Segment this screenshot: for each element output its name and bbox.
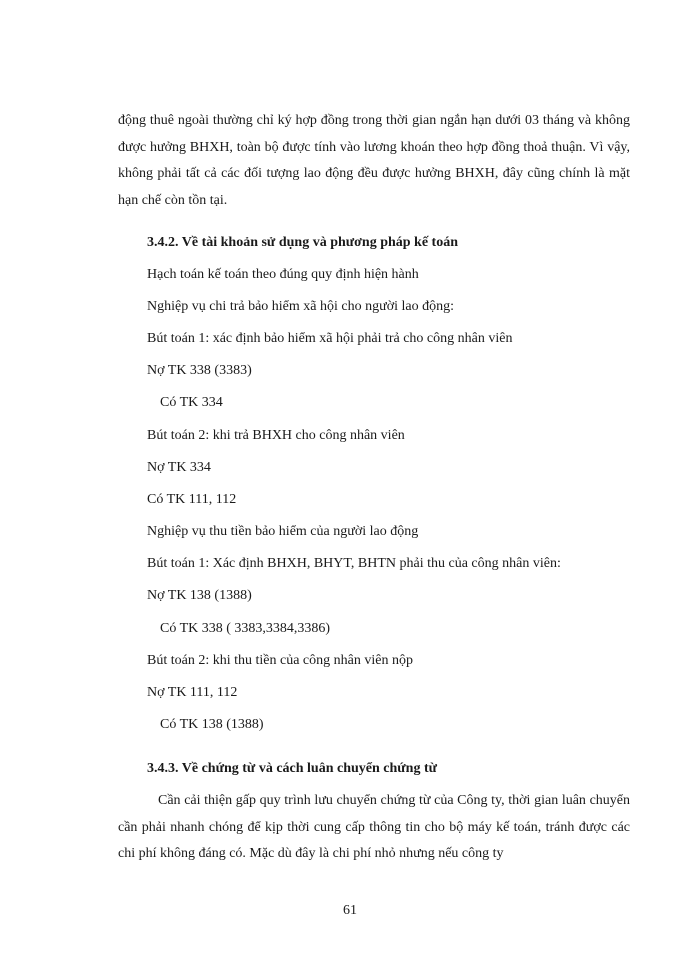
- section-3-4-3-paragraph: Cần cải thiện gấp quy trình lưu chuyển chứng từ của Công ty, thời gian luân chuyển cần phải nhanh chóng để kịp thời cung cấp thông tin cho bộ máy kế toán, tránh được các chi phí không đáng có. Mặc dù đây là chi phí nhỏ nhưng nếu công ty: [118, 793, 630, 861]
- text-line: Nghiệp vụ chi trả bảo hiểm xã hội cho người lao động:: [147, 299, 454, 314]
- debit-entry: Nợ TK 334: [147, 460, 211, 475]
- debit-entry: Nợ TK 111, 112: [147, 685, 238, 700]
- text-line: Nghiệp vụ thu tiền bảo hiểm của người lao động: [147, 524, 419, 539]
- debit-entry: Nợ TK 338 (3383): [147, 363, 252, 378]
- text-line: Bút toán 2: khi thu tiền của công nhân viên nộp: [147, 653, 413, 668]
- intro-paragraph: động thuê ngoài thường chỉ ký hợp đồng trong thời gian ngắn hạn dưới 03 tháng và không được hưởng BHXH, toàn bộ được tính vào lương khoán theo hợp đồng thoả thuận. Vì vậy, không phải tất cả các đối tượng lao động đều được hưởng BHXH, đây cũng chính là mặt hạn chế còn tồn tại.: [118, 113, 630, 208]
- text-line: Hạch toán kế toán theo đúng quy định hiện hành: [147, 267, 419, 282]
- credit-entry: Có TK 111, 112: [147, 492, 237, 507]
- section-heading-3-4-2: 3.4.2. Về tài khoản sử dụng và phương pháp kế toán: [147, 235, 459, 250]
- page-number: 61: [343, 903, 357, 918]
- text-line: Bút toán 1: xác định bảo hiểm xã hội phải trả cho công nhân viên: [147, 331, 513, 346]
- text-line: Bút toán 1: Xác định BHXH, BHYT, BHTN phải thu của công nhân viên:: [147, 556, 561, 571]
- text-line: Bút toán 2: khi trả BHXH cho công nhân viên: [147, 428, 405, 443]
- debit-entry: Nợ TK 138 (1388): [147, 588, 252, 603]
- credit-entry: Có TK 338 ( 3383,3384,3386): [160, 621, 331, 636]
- section-heading-3-4-3: 3.4.3. Về chứng từ và cách luân chuyển chứng từ: [147, 761, 438, 776]
- credit-entry: Có TK 334: [160, 395, 223, 410]
- credit-entry: Có TK 138 (1388): [160, 717, 264, 732]
